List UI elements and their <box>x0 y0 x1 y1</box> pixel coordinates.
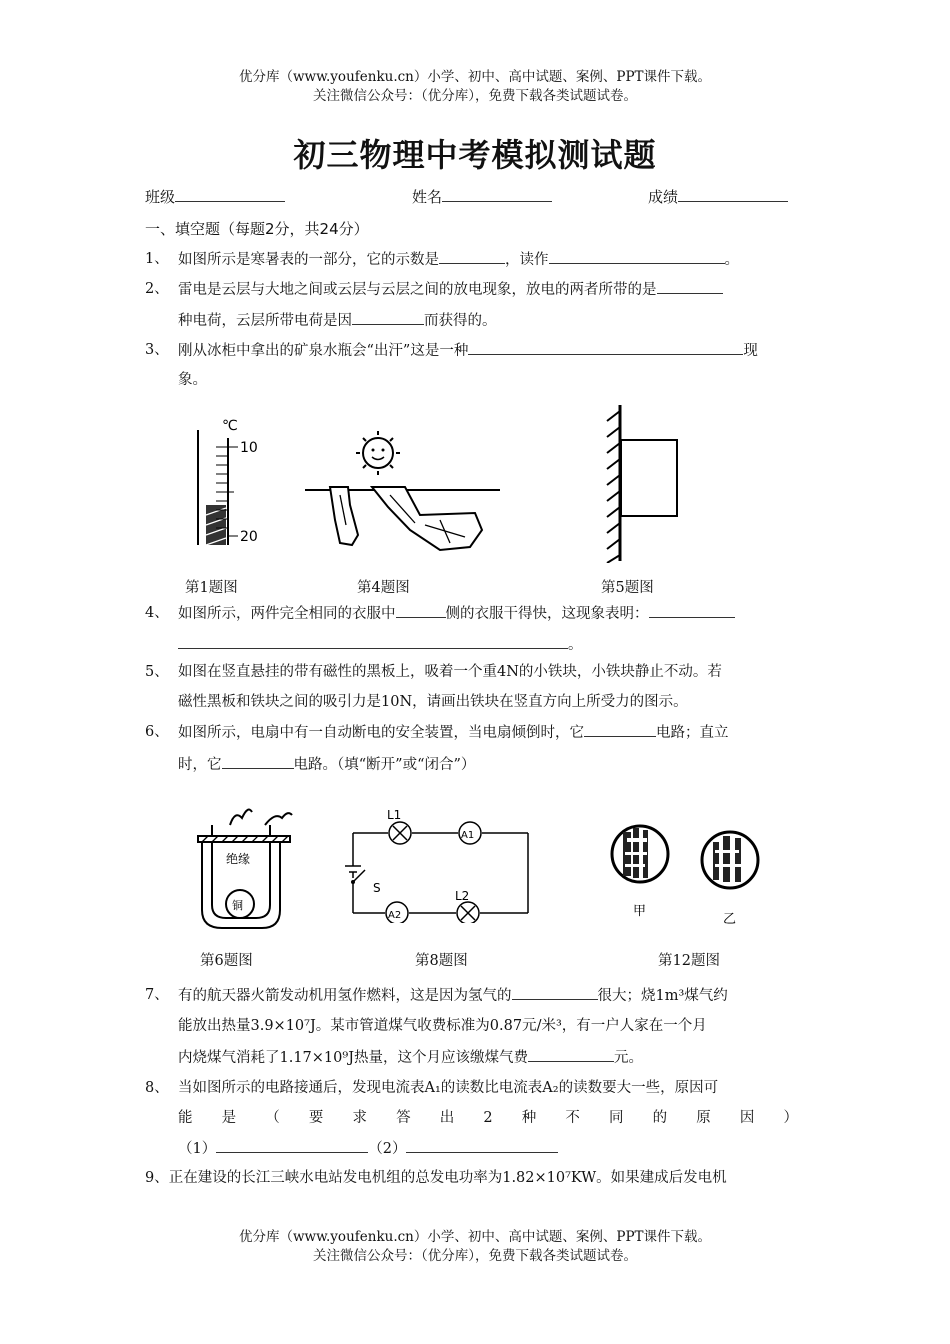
q7-blank-2[interactable] <box>528 1047 614 1062</box>
q7-number: 7、 <box>145 987 169 1003</box>
thermo-bottom-label: 20 <box>240 529 258 545</box>
q4-blank-3[interactable] <box>178 634 568 649</box>
circuit-figure <box>345 808 535 923</box>
q8-text-a: 当如图所示的电路接通后，发现电流表A₁的读数比电流表A₂的读数要大一些，原因可 <box>178 1080 719 1096</box>
q6-text-d: 电路。（填“断开”或“闭合”） <box>293 757 476 773</box>
caption-fig4: 第4题图 <box>357 580 410 596</box>
q6-blank-1[interactable] <box>584 722 656 737</box>
q2-number: 2、 <box>145 281 169 297</box>
label-jia: 甲 <box>633 904 647 919</box>
q7-text-b: 很大；烧1m³煤气约 <box>597 988 728 1004</box>
q8-answer-1-blank[interactable] <box>216 1138 368 1153</box>
q4-blank-2[interactable] <box>649 603 735 618</box>
q7-text-e: 元。 <box>614 1050 644 1066</box>
q6-text-c: 时，它 <box>178 757 222 773</box>
score-label: 成绩 <box>648 188 679 206</box>
q8-number: 8、 <box>145 1080 169 1096</box>
score-blank[interactable] <box>678 187 788 202</box>
q3-number: 3、 <box>145 342 169 358</box>
caption-fig1: 第1题图 <box>185 580 238 596</box>
q2-text-b: 种电荷，云层所带电荷是因 <box>178 313 352 329</box>
q2-blank-1[interactable] <box>657 279 723 294</box>
q8-text-b: 能是（要求答出2种不同的原因） <box>178 1110 800 1126</box>
q4-text-b: 侧的衣服干得快，这现象表明： <box>445 606 649 622</box>
q3-text-b: 现 <box>743 343 758 359</box>
fig12-circles <box>605 818 765 930</box>
magnetic-board-figure <box>595 403 685 563</box>
q1-blank-2[interactable] <box>549 249 725 264</box>
sun-icon <box>356 431 400 475</box>
q5-text-b: 磁性黑板和铁块之间的吸引力是10N，请画出铁块在竖直方向上所受力的图示。 <box>178 694 688 710</box>
caption-fig12: 第12题图 <box>658 953 720 969</box>
q4-number: 4、 <box>145 605 169 621</box>
question-2-cont <box>178 310 497 331</box>
class-blank[interactable] <box>175 187 285 202</box>
header-line-2: 关注微信公众号：（优分库），免费下载各类试题试卷。 <box>313 88 637 104</box>
q6-text-a: 如图所示，电扇中有一自动断电的安全装置，当电扇倾倒时，它 <box>178 725 584 741</box>
clothes-drying-figure <box>300 425 510 565</box>
footer-line-2: 关注微信公众号：（优分库），免费下载各类试题试卷。 <box>313 1248 637 1264</box>
class-label: 班级 <box>145 188 176 206</box>
q3-text-c: 象。 <box>178 372 207 388</box>
insulator-label: 绝缘 <box>226 852 251 866</box>
class-field <box>145 186 285 207</box>
q2-blank-2[interactable] <box>352 310 424 325</box>
header-line-1: 优分库（www.youfenku.cn）小学、初中、高中试题、案例、PPT课件下载。 <box>238 69 712 85</box>
name-field <box>412 186 552 207</box>
q7-text-d: 内烧煤气消耗了1.17×10⁹J热量，这个月应该缴煤气费 <box>178 1050 529 1066</box>
q5-number: 5、 <box>145 664 169 680</box>
label-A2: A2 <box>388 910 402 921</box>
copper-label: 铜 <box>232 899 243 912</box>
thermo-top-label: 10 <box>240 440 258 456</box>
question-6-cont <box>178 754 475 775</box>
question-4-cont <box>178 634 583 655</box>
page-title: 初三物理中考模拟测试题 <box>293 136 657 174</box>
question-8-answers <box>178 1138 558 1159</box>
q8-answer-1-label: （1） <box>178 1141 217 1157</box>
label-L2: L2 <box>455 889 470 903</box>
q6-text-b: 电路；直立 <box>656 725 729 741</box>
q1-blank-1[interactable] <box>439 249 505 264</box>
q7-text-a: 有的航天器火箭发动机用氢作燃料，这是因为氢气的 <box>178 988 512 1004</box>
label-S: S <box>373 881 381 895</box>
q5-text-a: 如图在竖直悬挂的带有磁性的黑板上，吸着一个重4N的小铁块，小铁块静止不动。若 <box>178 664 722 680</box>
q1-text-c: 。 <box>724 252 739 268</box>
q4-text-c: 。 <box>568 637 583 653</box>
q3-blank[interactable] <box>468 340 743 355</box>
label-A1: A1 <box>461 830 475 841</box>
q7-text-c: 能放出热量3.9×10⁷J。某市管道煤气收费标准为0.87元/米³，有一户人家在一个月 <box>178 1018 707 1034</box>
safety-switch-figure <box>190 800 300 932</box>
caption-fig6: 第6题图 <box>200 953 253 969</box>
q8-answer-2-blank[interactable] <box>406 1138 558 1153</box>
caption-fig5: 第5题图 <box>601 580 654 596</box>
q2-text-a: 雷电是云层与大地之间或云层与云层之间的放电现象，放电的两者所带的是 <box>178 282 657 298</box>
name-blank[interactable] <box>442 187 552 202</box>
question-7-cont <box>178 1047 643 1068</box>
thermo-unit: ℃ <box>222 418 238 434</box>
caption-fig8: 第8题图 <box>415 953 468 969</box>
q4-text-a: 如图所示，两件完全相同的衣服中 <box>178 606 396 622</box>
question-9: 9、正在建设的长江三峡水电站发电机组的总发电功率为1.82×10⁷KW。如果建成后发电机 <box>145 1170 727 1186</box>
footer-line-1: 优分库（www.youfenku.cn）小学、初中、高中试题、案例、PPT课件下载。 <box>238 1229 712 1245</box>
q1-text-a: 如图所示是寒暑表的一部分，它的示数是 <box>178 252 439 268</box>
q8-answer-2-label: （2） <box>368 1141 407 1157</box>
score-field <box>648 186 788 207</box>
q6-blank-2[interactable] <box>222 754 294 769</box>
q4-blank-1[interactable] <box>396 603 446 618</box>
q2-text-c: 而获得的。 <box>424 313 497 329</box>
label-yi: 乙 <box>723 912 737 927</box>
q6-number: 6、 <box>145 724 169 740</box>
label-L1: L1 <box>387 808 402 822</box>
q3-text-a: 刚从冰柜中拿出的矿泉水瓶会“出汗”这是一种 <box>178 343 469 359</box>
q7-blank-1[interactable] <box>512 985 598 1000</box>
name-label: 姓名 <box>412 188 443 206</box>
q1-number: 1、 <box>145 251 169 267</box>
q1-text-b: ，读作 <box>505 252 549 268</box>
section-heading: 一、填空题（每题2分，共24分） <box>145 220 369 238</box>
thermometer-figure <box>180 410 270 550</box>
